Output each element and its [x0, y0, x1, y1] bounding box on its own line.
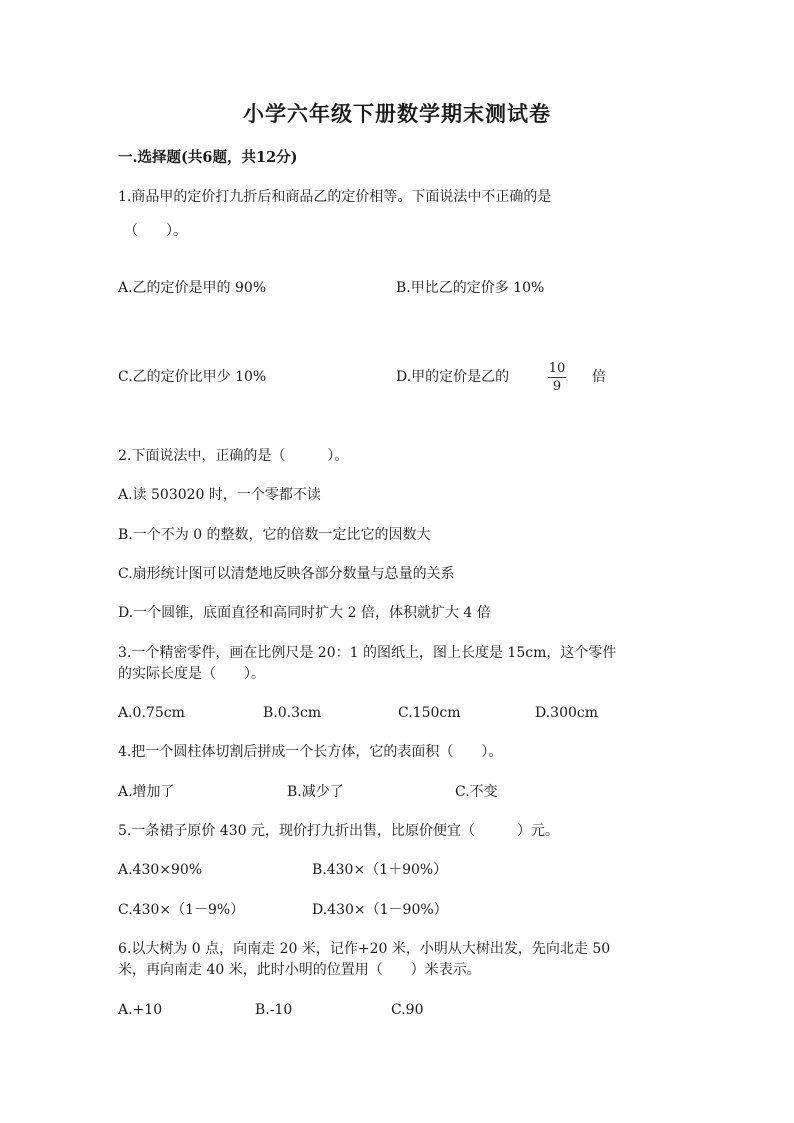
question-1-stem-line-1: 1.商品甲的定价打九折后和商品乙的定价相等。下面说法中不正确的是 — [118, 189, 552, 205]
fraction-bar — [548, 377, 566, 378]
question-4-option-a[interactable]: A.增加了 — [118, 784, 175, 800]
question-5-stem-line-1: 5.一条裙子原价 430 元，现价打九折出售，比原价便宜（ ）元。 — [118, 823, 559, 839]
question-1-option-d[interactable]: D.甲的定价是乙的 — [396, 369, 510, 385]
question-3-option-a[interactable]: A.0.75cm — [118, 705, 185, 721]
question-3-stem-line-1: 3.一个精密零件，画在比例尺是 20：1 的图纸上，图上长度是 15cm，这个零件 — [118, 645, 617, 661]
question-2-option-d[interactable]: D.一个圆锥，底面直径和高同时扩大 2 倍，体积就扩大 4 倍 — [118, 605, 491, 621]
question-4-option-c[interactable]: C.不变 — [455, 784, 498, 800]
question-1-option-d-suffix: 倍 — [592, 369, 606, 385]
question-1-option-c[interactable]: C.乙的定价比甲少 10% — [118, 369, 267, 385]
question-3-option-b[interactable]: B.0.3cm — [263, 705, 322, 721]
question-1-stem-line-2: （ ）。 — [124, 223, 187, 239]
fraction-numerator: 10 — [548, 361, 566, 376]
question-3-stem-line-2: 的实际长度是（ ）。 — [118, 666, 265, 682]
question-6-stem-line-1: 6.以大树为 0 点，向南走 20 米，记作+20 米，小明从大树出发，先向北走 50 — [118, 941, 611, 957]
question-6-option-c[interactable]: C.90 — [391, 1002, 424, 1018]
question-2-option-c[interactable]: C.扇形统计图可以清楚地反映各部分数量与总量的关系 — [118, 566, 455, 582]
page-title: 小学六年级下册数学期末测试卷 — [243, 101, 551, 126]
question-5-option-b[interactable]: B.430×（1＋90%） — [312, 862, 448, 878]
question-4-option-b[interactable]: B.减少了 — [287, 784, 344, 800]
section-heading: 一.选择题(共6题，共12分) — [118, 149, 298, 166]
question-3-option-c[interactable]: C.150cm — [398, 705, 461, 721]
question-1-option-b[interactable]: B.甲比乙的定价多 10% — [396, 280, 545, 296]
fraction-denominator: 9 — [552, 379, 562, 394]
question-5-option-a[interactable]: A.430×90% — [118, 862, 203, 878]
question-5-option-d[interactable]: D.430×（1－90%） — [312, 902, 448, 918]
question-2-stem-line-1: 2.下面说法中，正确的是（ ）。 — [118, 448, 349, 464]
question-1-option-a[interactable]: A.乙的定价是甲的 90% — [118, 280, 267, 296]
question-2-option-b[interactable]: B.一个不为 0 的整数，它的倍数一定比它的因数大 — [118, 527, 431, 543]
question-3-option-d[interactable]: D.300cm — [535, 705, 599, 721]
question-2-option-a[interactable]: A.读 503020 时，一个零都不读 — [118, 487, 321, 503]
question-4-stem-line-1: 4.把一个圆柱体切割后拼成一个长方体，它的表面积（ ）。 — [118, 744, 503, 760]
question-6-option-b[interactable]: B.-10 — [255, 1002, 293, 1018]
question-1-option-d-fraction — [548, 361, 566, 394]
question-6-stem-line-2: 米，再向南走 40 米，此时小明的位置用（ ）米表示。 — [118, 962, 481, 978]
question-6-option-a[interactable]: A.+10 — [118, 1002, 163, 1018]
question-5-option-c[interactable]: C.430×（1－9%） — [118, 902, 245, 918]
